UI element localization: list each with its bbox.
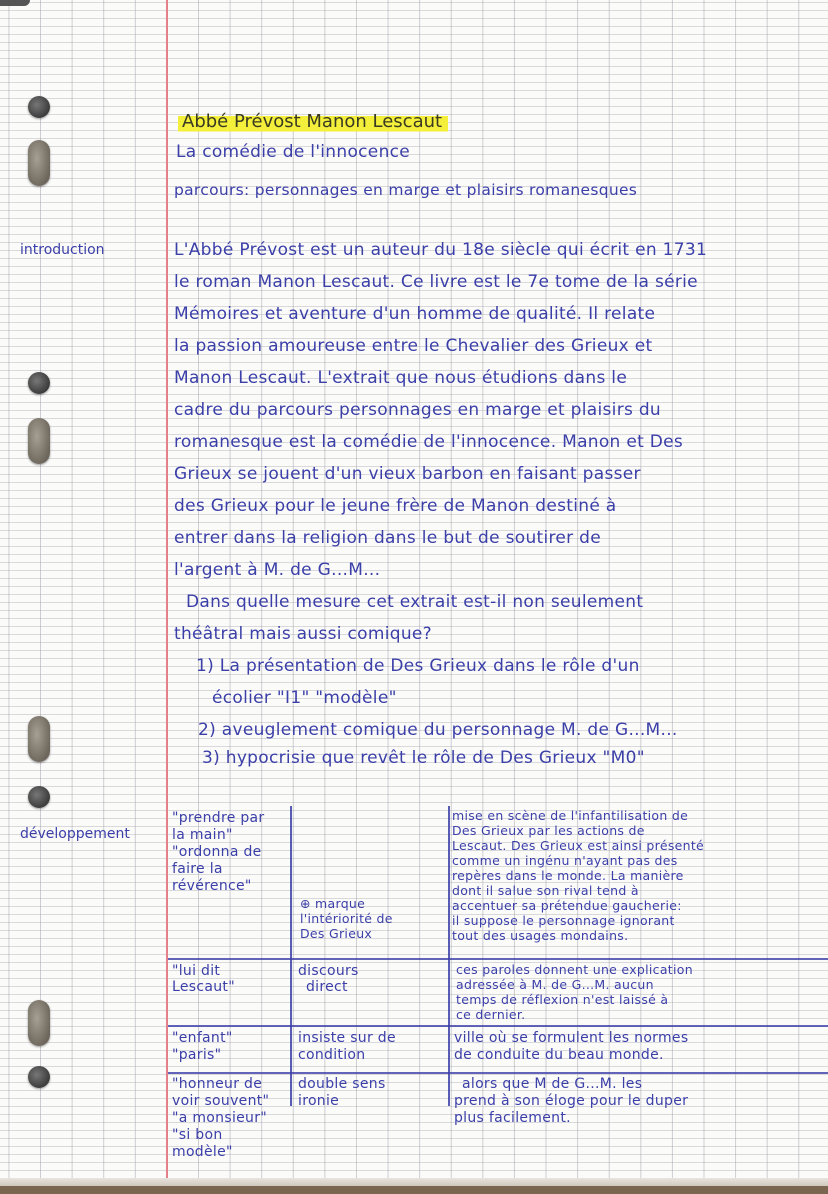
quote-line: modèle" xyxy=(172,1144,233,1160)
binder-hole-icon xyxy=(28,418,50,464)
device-line: ⊕ marque xyxy=(300,896,366,911)
analysis-line: ville où se formulent les normes xyxy=(454,1030,689,1046)
quote-line: faire la xyxy=(172,861,223,877)
table-column-divider xyxy=(448,806,450,1106)
analysis-line: Lescaut. Des Grieux est ainsi présenté xyxy=(452,838,705,853)
binder-hole-icon xyxy=(28,1000,50,1046)
intro-line: l'argent à M. de G...M... xyxy=(174,560,381,580)
intro-line: Grieux se jouent d'un vieux barbon en faisant passer xyxy=(174,464,641,484)
device-line: insiste sur de xyxy=(298,1030,396,1046)
analysis-line: plus facilement. xyxy=(454,1110,571,1126)
quote-line: "prendre par xyxy=(172,810,265,826)
device-line: ironie xyxy=(298,1093,340,1109)
plan-item-1: 1) La présentation de Des Grieux dans le rôle d'un xyxy=(196,656,640,676)
plan-item-1-cont: écolier "I1" "modèle" xyxy=(212,688,397,708)
quote-line: "enfant" xyxy=(172,1030,233,1046)
analysis-line: dont il salue son rival tend à xyxy=(452,883,639,898)
binder-hole-icon xyxy=(28,96,50,118)
binder-hole-icon xyxy=(28,372,50,394)
quote-line: "paris" xyxy=(172,1047,222,1063)
quote-line: "ordonna de xyxy=(172,844,262,860)
binder-hole-icon xyxy=(28,786,50,808)
problematic-line: Dans quelle mesure cet extrait est-il non seulement xyxy=(186,592,644,612)
quote-line: "si bon xyxy=(172,1127,223,1143)
intro-line: entrer dans la religion dans le but de soutirer de xyxy=(174,528,602,548)
device-line: condition xyxy=(298,1047,366,1063)
problematic-line: théâtral mais aussi comique? xyxy=(174,624,432,644)
analysis-line: adressée à M. de G...M. aucun xyxy=(456,977,654,992)
intro-line: Manon Lescaut. L'extrait que nous étudions dans le xyxy=(174,368,628,388)
quote-line: Lescaut" xyxy=(172,979,235,995)
analysis-line: il suppose le personnage ignorant xyxy=(452,913,675,928)
quote-line: "honneur de xyxy=(172,1076,263,1092)
analysis-line: ce dernier. xyxy=(456,1007,526,1022)
margin-label-development: développement xyxy=(20,826,130,842)
device-line: discours xyxy=(298,963,359,979)
binder-hole-icon xyxy=(28,1066,50,1088)
binder-hole-icon xyxy=(28,716,50,762)
analysis-line: de conduite du beau monde. xyxy=(454,1047,664,1063)
page-title: Abbé Prévost Manon Lescaut xyxy=(178,110,448,134)
analysis-line: repères dans le monde. La manière xyxy=(452,868,684,883)
device-line: l'intériorité de xyxy=(300,911,393,926)
intro-line: le roman Manon Lescaut. Ce livre est le 7e tome de la série xyxy=(174,272,698,292)
page-corner-shadow xyxy=(0,0,30,6)
analysis-line: accentuer sa prétendue gaucherie: xyxy=(452,898,682,913)
device-line: double sens xyxy=(298,1076,386,1092)
intro-line: la passion amoureuse entre le Chevalier des Grieux et xyxy=(174,336,653,356)
intro-line: des Grieux pour le jeune frère de Manon destiné à xyxy=(174,496,617,516)
plan-item-3: 3) hypocrisie que revêt le rôle de Des Grieux "M0" xyxy=(202,748,645,768)
analysis-line: comme un ingénu n'ayant pas des xyxy=(452,853,678,868)
quote-line: "a monsieur" xyxy=(172,1110,268,1126)
analysis-line: tout des usages mondains. xyxy=(452,928,629,943)
margin-label-introduction: introduction xyxy=(20,242,105,258)
device-line: direct xyxy=(306,979,348,995)
intro-line: L'Abbé Prévost est un auteur du 18e siècle qui écrit en 1731 xyxy=(174,240,708,260)
quote-line: révérence" xyxy=(172,878,252,894)
subtitle: La comédie de l'innocence xyxy=(176,142,411,162)
red-margin-line xyxy=(166,0,168,1186)
analysis-line: mise en scène de l'infantilisation de xyxy=(452,808,689,823)
plan-item-2: 2) aveuglement comique du personnage M. de G...M... xyxy=(198,720,678,740)
table-row-divider xyxy=(168,958,828,960)
analysis-line: alors que M de G...M. les xyxy=(462,1076,643,1092)
binder-hole-icon xyxy=(28,140,50,186)
intro-line: cadre du parcours personnages en marge et plaisirs du xyxy=(174,400,662,420)
intro-line: Mémoires et aventure d'un homme de qualité. Il relate xyxy=(174,304,656,324)
analysis-line: prend à son éloge pour le duper xyxy=(454,1093,689,1109)
intro-line: romanesque est la comédie de l'innocence. Manon et Des xyxy=(174,432,684,452)
quote-line: "lui dit xyxy=(172,963,221,979)
table-row-divider xyxy=(168,1025,828,1027)
course-path: parcours: personnages en marge et plaisirs romanesques xyxy=(174,181,638,199)
table-row-divider xyxy=(168,1072,828,1074)
table-column-divider xyxy=(290,806,292,1106)
analysis-line: temps de réflexion n'est laissé à xyxy=(456,992,669,1007)
analysis-line: Des Grieux par les actions de xyxy=(452,823,645,838)
quote-line: la main" xyxy=(172,827,233,843)
analysis-line: ces paroles donnent une explication xyxy=(456,962,693,977)
quote-line: voir souvent" xyxy=(172,1093,270,1109)
device-line: Des Grieux xyxy=(300,926,373,941)
